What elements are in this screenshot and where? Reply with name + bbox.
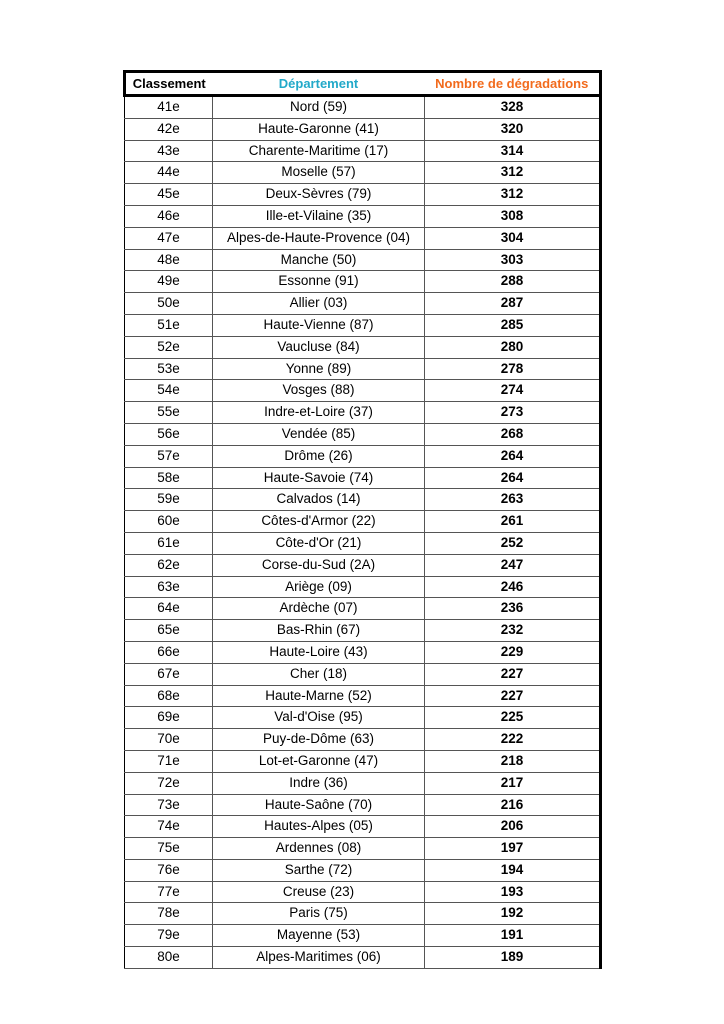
table-row [125, 271, 601, 293]
table-row [125, 576, 601, 598]
department-cell: Corse-du-Sud (2A) [213, 554, 425, 576]
department-cell: Haute-Loire (43) [213, 641, 425, 663]
department-cell: Moselle (57) [213, 162, 425, 184]
table-row [125, 554, 601, 576]
rank-cell: 51e [125, 314, 213, 336]
count-cell: 328 [425, 96, 601, 119]
rank-cell: 64e [125, 598, 213, 620]
table-row [125, 925, 601, 947]
count-cell: 264 [425, 467, 601, 489]
department-cell: Côte-d'Or (21) [213, 532, 425, 554]
table-row [125, 947, 601, 969]
count-cell: 191 [425, 925, 601, 947]
table-row [125, 598, 601, 620]
table-row [125, 620, 601, 642]
rank-cell: 47e [125, 227, 213, 249]
table-row [125, 772, 601, 794]
rank-cell: 73e [125, 794, 213, 816]
rank-cell: 48e [125, 249, 213, 271]
department-cell: Alpes-Maritimes (06) [213, 947, 425, 969]
department-cell: Nord (59) [213, 96, 425, 119]
table-row [125, 96, 601, 119]
table-row [125, 729, 601, 751]
count-cell: 197 [425, 838, 601, 860]
table-row [125, 358, 601, 380]
department-cell: Drôme (26) [213, 445, 425, 467]
count-cell: 222 [425, 729, 601, 751]
department-cell: Haute-Marne (52) [213, 685, 425, 707]
department-cell: Manche (50) [213, 249, 425, 271]
table-row [125, 816, 601, 838]
rank-cell: 45e [125, 184, 213, 206]
count-cell: 206 [425, 816, 601, 838]
table-body [125, 96, 601, 969]
department-cell: Vendée (85) [213, 423, 425, 445]
table-row [125, 227, 601, 249]
rank-cell: 58e [125, 467, 213, 489]
count-cell: 312 [425, 162, 601, 184]
header-count: Nombre de dégradations [425, 72, 601, 96]
table-row [125, 336, 601, 358]
rank-cell: 57e [125, 445, 213, 467]
department-cell: Côtes-d'Armor (22) [213, 511, 425, 533]
count-cell: 312 [425, 184, 601, 206]
count-cell: 246 [425, 576, 601, 598]
count-cell: 229 [425, 641, 601, 663]
table-row [125, 314, 601, 336]
department-cell: Ardèche (07) [213, 598, 425, 620]
rank-cell: 44e [125, 162, 213, 184]
department-cell: Ille-et-Vilaine (35) [213, 205, 425, 227]
header-department: Département [213, 72, 425, 96]
table-row [125, 685, 601, 707]
table-row [125, 532, 601, 554]
department-cell: Mayenne (53) [213, 925, 425, 947]
count-cell: 268 [425, 423, 601, 445]
department-cell: Haute-Savoie (74) [213, 467, 425, 489]
department-cell: Essonne (91) [213, 271, 425, 293]
department-cell: Haute-Vienne (87) [213, 314, 425, 336]
rank-cell: 60e [125, 511, 213, 533]
rank-cell: 63e [125, 576, 213, 598]
count-cell: 247 [425, 554, 601, 576]
department-cell: Charente-Maritime (17) [213, 140, 425, 162]
department-cell: Haute-Garonne (41) [213, 118, 425, 140]
department-cell: Calvados (14) [213, 489, 425, 511]
count-cell: 274 [425, 380, 601, 402]
rank-cell: 72e [125, 772, 213, 794]
department-cell: Deux-Sèvres (79) [213, 184, 425, 206]
department-cell: Haute-Saône (70) [213, 794, 425, 816]
department-cell: Vaucluse (84) [213, 336, 425, 358]
table-row [125, 467, 601, 489]
department-cell: Vosges (88) [213, 380, 425, 402]
department-cell: Ariège (09) [213, 576, 425, 598]
count-cell: 278 [425, 358, 601, 380]
table-row [125, 423, 601, 445]
table-row [125, 707, 601, 729]
rank-cell: 61e [125, 532, 213, 554]
rank-cell: 74e [125, 816, 213, 838]
department-cell: Allier (03) [213, 293, 425, 315]
department-cell: Yonne (89) [213, 358, 425, 380]
count-cell: 285 [425, 314, 601, 336]
department-cell: Alpes-de-Haute-Provence (04) [213, 227, 425, 249]
table-row [125, 750, 601, 772]
count-cell: 287 [425, 293, 601, 315]
count-cell: 225 [425, 707, 601, 729]
count-cell: 236 [425, 598, 601, 620]
table-row [125, 184, 601, 206]
count-cell: 303 [425, 249, 601, 271]
rank-cell: 41e [125, 96, 213, 119]
table-row [125, 162, 601, 184]
table-row [125, 445, 601, 467]
count-cell: 189 [425, 947, 601, 969]
department-cell: Bas-Rhin (67) [213, 620, 425, 642]
table-row [125, 293, 601, 315]
count-cell: 308 [425, 205, 601, 227]
count-cell: 263 [425, 489, 601, 511]
count-cell: 216 [425, 794, 601, 816]
rank-cell: 79e [125, 925, 213, 947]
table-header [125, 72, 601, 96]
count-cell: 320 [425, 118, 601, 140]
count-cell: 261 [425, 511, 601, 533]
rank-cell: 56e [125, 423, 213, 445]
rank-cell: 70e [125, 729, 213, 751]
table-row [125, 663, 601, 685]
department-cell: Puy-de-Dôme (63) [213, 729, 425, 751]
table-row [125, 838, 601, 860]
rank-cell: 43e [125, 140, 213, 162]
count-cell: 227 [425, 663, 601, 685]
rank-cell: 50e [125, 293, 213, 315]
count-cell: 280 [425, 336, 601, 358]
count-cell: 314 [425, 140, 601, 162]
rank-cell: 67e [125, 663, 213, 685]
rank-cell: 75e [125, 838, 213, 860]
rank-cell: 53e [125, 358, 213, 380]
rank-cell: 62e [125, 554, 213, 576]
table-row [125, 859, 601, 881]
table-row [125, 205, 601, 227]
count-cell: 217 [425, 772, 601, 794]
rank-cell: 66e [125, 641, 213, 663]
department-cell: Ardennes (08) [213, 838, 425, 860]
department-cell: Indre (36) [213, 772, 425, 794]
rank-cell: 76e [125, 859, 213, 881]
rank-cell: 69e [125, 707, 213, 729]
count-cell: 288 [425, 271, 601, 293]
count-cell: 218 [425, 750, 601, 772]
department-cell: Creuse (23) [213, 881, 425, 903]
table-row [125, 794, 601, 816]
rank-cell: 52e [125, 336, 213, 358]
ranking-table [123, 70, 602, 969]
table-row [125, 903, 601, 925]
table-row [125, 249, 601, 271]
count-cell: 193 [425, 881, 601, 903]
count-cell: 194 [425, 859, 601, 881]
rank-cell: 80e [125, 947, 213, 969]
rank-cell: 68e [125, 685, 213, 707]
department-cell: Indre-et-Loire (37) [213, 402, 425, 424]
table-row [125, 140, 601, 162]
department-cell: Lot-et-Garonne (47) [213, 750, 425, 772]
header-row [125, 72, 601, 96]
table-row [125, 641, 601, 663]
rank-cell: 55e [125, 402, 213, 424]
table-row [125, 881, 601, 903]
rank-cell: 59e [125, 489, 213, 511]
table-row [125, 489, 601, 511]
count-cell: 192 [425, 903, 601, 925]
table-row [125, 380, 601, 402]
rank-cell: 54e [125, 380, 213, 402]
department-cell: Cher (18) [213, 663, 425, 685]
rank-cell: 42e [125, 118, 213, 140]
rank-cell: 49e [125, 271, 213, 293]
rank-cell: 77e [125, 881, 213, 903]
department-cell: Val-d'Oise (95) [213, 707, 425, 729]
rank-cell: 46e [125, 205, 213, 227]
table-row [125, 402, 601, 424]
count-cell: 273 [425, 402, 601, 424]
rank-cell: 78e [125, 903, 213, 925]
count-cell: 252 [425, 532, 601, 554]
department-cell: Sarthe (72) [213, 859, 425, 881]
rank-cell: 65e [125, 620, 213, 642]
count-cell: 304 [425, 227, 601, 249]
department-cell: Hautes-Alpes (05) [213, 816, 425, 838]
ranking-table-container [123, 70, 599, 969]
department-cell: Paris (75) [213, 903, 425, 925]
count-cell: 264 [425, 445, 601, 467]
header-rank: Classement [125, 72, 213, 96]
table-row [125, 511, 601, 533]
rank-cell: 71e [125, 750, 213, 772]
count-cell: 227 [425, 685, 601, 707]
count-cell: 232 [425, 620, 601, 642]
table-row [125, 118, 601, 140]
